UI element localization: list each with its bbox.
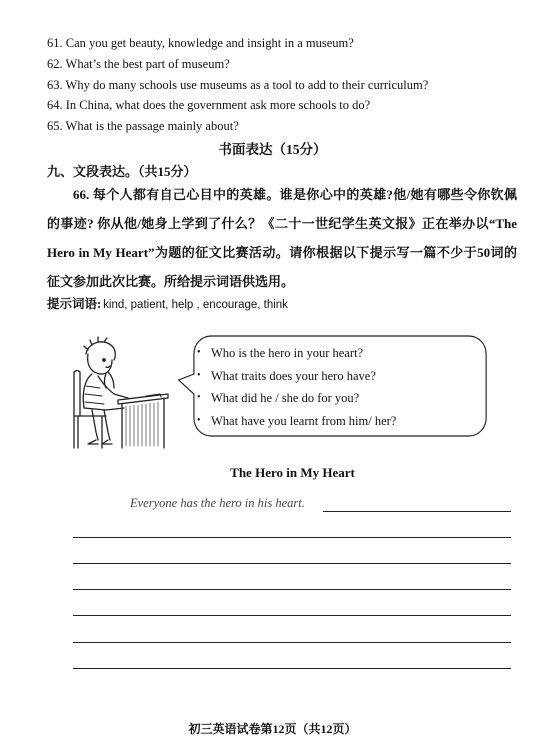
hint-words-line <box>47 294 288 312</box>
question-65: 65. What is the passage mainly about? <box>47 119 239 133</box>
question-63: 63. Why do many schools use museums as a tool to add to their curriculum? <box>47 78 429 92</box>
footer-total-pages: 12 <box>320 722 333 736</box>
hint-words: kind, patient, help , encourage, think <box>103 299 288 311</box>
bubble-question: • Who is the hero in your heart? <box>197 342 396 365</box>
writing-line[interactable] <box>73 537 511 538</box>
hint-label: 提示词语: <box>47 297 102 311</box>
prompt-quote-open: “ <box>488 216 496 231</box>
writing-prompt <box>47 180 517 296</box>
prompt-title-en: The Hero in My Heart <box>47 216 517 260</box>
writing-line[interactable] <box>73 563 511 564</box>
question-61: 61. Can you get beauty, knowledge and insight in a museum? <box>47 36 354 50</box>
writing-line[interactable] <box>323 511 511 512</box>
thinking-boy-illustration <box>62 336 172 456</box>
writing-line[interactable] <box>73 642 511 643</box>
prompt-text-3: 词的征文参加此次比赛。所给提示词语供选用。 <box>47 245 517 289</box>
footer-middle: 页（共 <box>284 722 321 736</box>
essay-first-sentence: Everyone has the hero in his heart. <box>130 496 305 510</box>
bubble-question: • What did he / she do for you? <box>197 387 396 410</box>
part-title: 九、文段表达。（共15分） <box>47 164 197 179</box>
section-title: 书面表达（15分） <box>218 142 327 157</box>
footer-suffix: 页） <box>332 722 357 736</box>
prompt-min-words: 50 <box>477 245 491 260</box>
essay-title: The Hero in My Heart <box>230 465 355 480</box>
question-64: 64. In China, what does the government ask more schools to do? <box>47 98 371 112</box>
bubble-question-list <box>197 342 396 432</box>
page-footer <box>0 720 545 737</box>
prompt-text-2: 为题的征文比赛活动。请你根据以下提示写一篇不少于 <box>154 245 478 260</box>
bubble-question: • What traits does your hero have? <box>197 365 396 388</box>
question-62: 62. What’s the best part of museum? <box>47 57 230 71</box>
footer-page-number: 12 <box>272 722 285 736</box>
writing-line[interactable] <box>73 589 511 590</box>
bubble-question: • What have you learnt from him/ her? <box>197 410 396 433</box>
footer-prefix: 初三英语试卷第 <box>188 722 273 736</box>
writing-line[interactable] <box>73 615 511 616</box>
prompt-text-1: 66. 每个人都有自己心目中的英雄。谁是你心中的英雄?他/她有哪些令你钦佩的事迹? 你从他/她身上学到了什么？《二十一世纪学生英文报》正在举办以 <box>47 187 517 231</box>
writing-line[interactable] <box>73 668 511 669</box>
prompt-quote-close: ” <box>148 245 155 260</box>
